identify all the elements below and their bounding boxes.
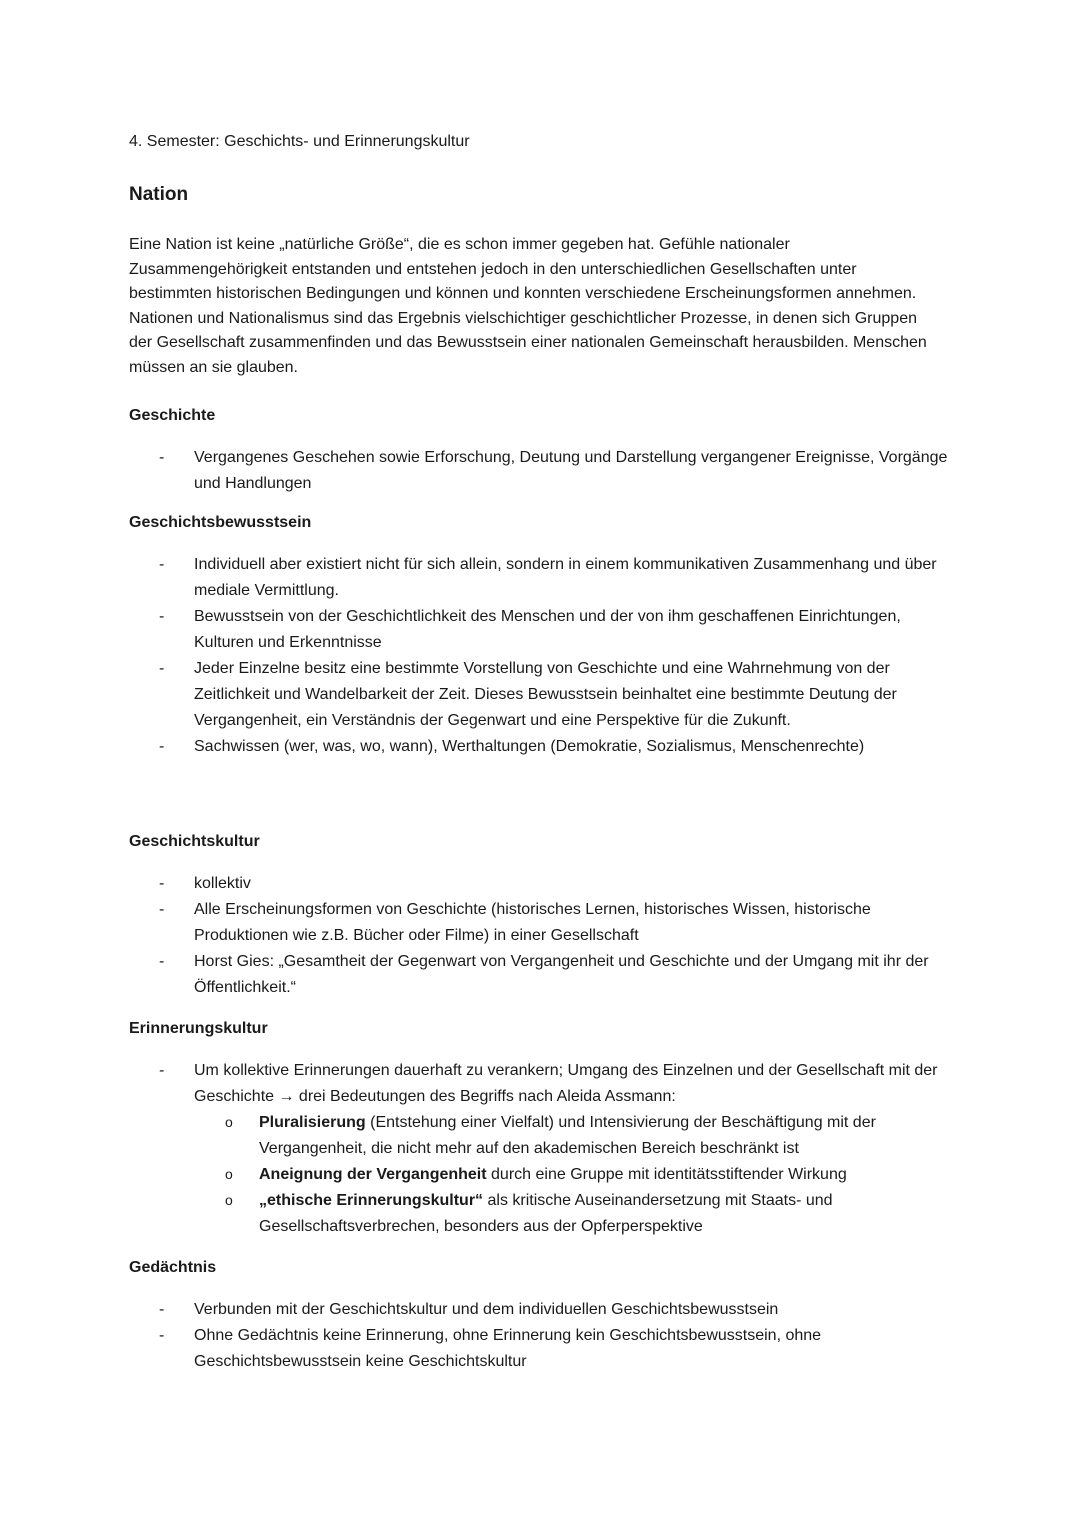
nation-paragraph: Eine Nation ist keine „natürliche Größe“, die es schon immer gegeben hat. Gefühle nationaler Zusammengehörigkeit entstanden und entstehen jedoch in den unterschiedlichen Gesellschaften unter bestimmten historischen Bedingungen und können und konnten verschiedene Erscheinungsformen annehmen. Nationen und Nationalismus sind das Ergebnis vielschichtiger geschichtlicher Prozesse, in denen sich Gruppen der Gesellschaft zusammenfinden und das Bewusstsein einer nationalen Gemeinschaft herausbilden. Menschen müssen an sie glauben. (129, 236, 927, 376)
list-item: - Alle Erscheinungsformen von Geschichte (historisches Lernen, historisches Wissen, historische Produktionen wie z.B. Bücher oder Filme) in einer Gesellschaft (129, 897, 959, 949)
sublist-item-term: Pluralisierung (259, 1114, 366, 1131)
heading-geschichtskultur: Geschichtskultur (129, 833, 260, 850)
geschichtskultur-list (129, 871, 959, 1001)
sublist-item (194, 1162, 959, 1188)
geschichtsbewusstsein-list (129, 552, 959, 760)
list-item: - Verbunden mit der Geschichtskultur und dem individuellen Geschichtsbewusstsein (129, 1297, 959, 1323)
heading-gedaechtnis: Gedächtnis (129, 1259, 217, 1276)
sublist-item (194, 1110, 959, 1162)
sublist-item-text: (Entstehung einer Vielfalt) und Intensivierung der Beschäftigung mit der Vergangenheit, die nicht mehr auf den akademischen Bereich beschränkt ist (259, 1114, 876, 1157)
heading-geschichtsbewusstsein: Geschichtsbewusstsein (129, 514, 312, 531)
heading-nation: Nation (129, 184, 189, 205)
sublist-item-term: Aneignung der Vergangenheit (259, 1166, 487, 1183)
sublist-item-text: durch eine Gruppe mit identitätsstiftender Wirkung (486, 1166, 847, 1183)
heading-erinnerungskultur: Erinnerungskultur (129, 1020, 268, 1037)
sublist-item-term: „ethische Erinnerungskultur“ (259, 1192, 484, 1209)
geschichte-list (129, 445, 959, 497)
gedaechtnis-list (129, 1297, 959, 1375)
list-item: - Horst Gies: „Gesamtheit der Gegenwart von Vergangenheit und Geschichte und der Umgang mit ihr der Öffentlichkeit.“ (129, 949, 959, 1001)
list-item (129, 1058, 959, 1240)
heading-geschichte: Geschichte (129, 407, 216, 424)
list-item-text: Um kollektive Erinnerungen dauerhaft zu verankern; Umgang des Einzelnen und der Gesellschaft mit der Geschichte → drei Bedeutungen des Begriffs nach Aleida Assmann: (194, 1062, 938, 1105)
assmann-sublist (194, 1110, 959, 1240)
list-item: - Vergangenes Geschehen sowie Erforschung, Deutung und Darstellung vergangener Ereignisse, Vorgänge und Handlungen (129, 445, 959, 497)
list-item: - Bewusstsein von der Geschichtlichkeit des Menschen und der von ihm geschaffenen Einrichtungen, Kulturen und Erkenntnisse (129, 604, 959, 656)
list-item: - Individuell aber existiert nicht für sich allein, sondern in einem kommunikativen Zusammenhang und über mediale Vermittlung. (129, 552, 959, 604)
page-header: 4. Semester: Geschichts- und Erinnerungskultur (129, 133, 470, 150)
list-item: - kollektiv (129, 871, 959, 897)
sublist-item-text: als kritische Auseinandersetzung mit Staats- und Gesellschaftsverbrechen, besonders aus der Opferperspektive (259, 1192, 833, 1235)
sublist-item (194, 1188, 959, 1240)
list-item: - Sachwissen (wer, was, wo, wann), Werthaltungen (Demokratie, Sozialismus, Menschenrechte) (129, 734, 959, 760)
erinnerungskultur-list (129, 1058, 959, 1240)
list-item: - Ohne Gedächtnis keine Erinnerung, ohne Erinnerung kein Geschichtsbewusstsein, ohne Geschichtsbewusstsein keine Geschichtskultur (129, 1323, 959, 1375)
list-item: - Jeder Einzelne besitz eine bestimmte Vorstellung von Geschichte und eine Wahrnehmung von der Zeitlichkeit und Wandelbarkeit der Zeit. Dieses Bewusstsein beinhaltet eine bestimmte Deutung der Vergangenheit, ein Verständnis der Gegenwart und eine Perspektive für die Zukunft. (129, 656, 959, 734)
